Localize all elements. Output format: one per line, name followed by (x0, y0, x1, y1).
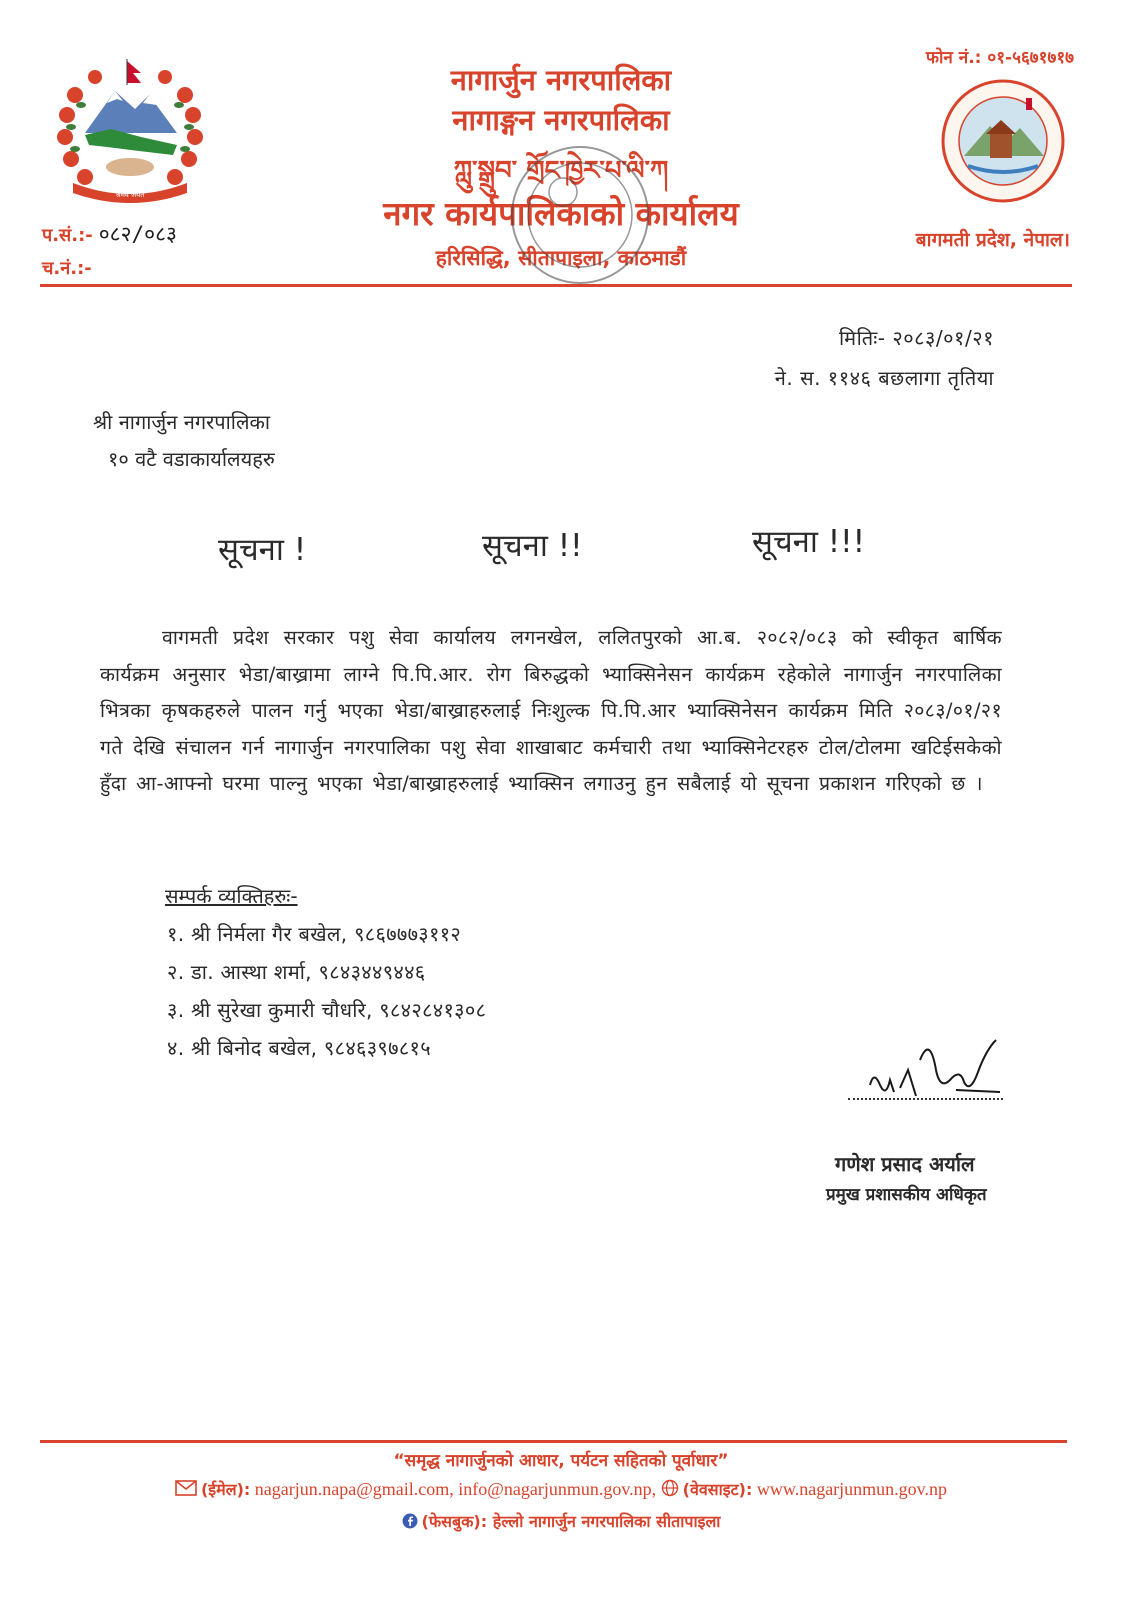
phone-number: फोन नं.: ०१-५६७१७१७ (925, 48, 1074, 68)
website-link[interactable]: www.nagarjunmun.gov.np (756, 1479, 948, 1499)
notice-body-paragraph: वागमती प्रदेश सरकार पशु सेवा कार्यालय लगनखेल, ललितपुरको आ.ब. २०८२/०८३ को स्वीकृत बार्षिक कार्यक्रम अनुसार भेडा/बाख्रामा लाग्ने पि.पि.आर. रोग बिरुद्धको भ्याक्सिनेसन कार्यक्रम रहेकोले नागार्जुन नगरपालिका भित्रका कृषकहरुले पालन गर्नु भएका भेडा/बाख्राहरुलाई निःशुल्क पि.पि.आर भ्याक्सिनेसन कार्यक्रम मिति २०८३/०१/२१ गते देखि संचालन गर्न नागार्जुन नगरपालिका पशु सेवा शाखाबाट कर्मचारी तथा भ्याक्सिनेटरहरु टोल/टोलमा खटिईसकेको हुँदा आ-आफ्नो घरमा पाल्नु भएका भेडा/बाख्राहरुलाई भ्याक्सिन लगाउनु हुन सबैलाई यो सूचना प्रकाशन गरिएको छ । (100, 626, 1002, 796)
reference-number (42, 220, 177, 248)
footer-facebook-line (0, 1510, 1122, 1533)
contacts-heading: सम्पर्क व्यक्तिहरुः- (165, 884, 298, 908)
office-name-nepali: नागार्जुन नगरपालिका (450, 63, 672, 97)
contact-item: २. डा. आस्था शर्मा, ९८४३४४९४४६ (167, 960, 426, 984)
reference-value: ०८२/०८३ (98, 222, 177, 246)
contact-item: ३. श्री सुरेखा कुमारी चौधरि, ९८४२८४१३०८ (167, 998, 487, 1022)
signature-line (848, 1098, 1003, 1100)
website-label: (वेवसाइट): (682, 1480, 753, 1499)
stamp-icon (505, 140, 655, 290)
facebook-label: (फेसबुक): (421, 1512, 488, 1531)
footer-contact-line (0, 1478, 1122, 1502)
province-name: बागमती प्रदेश, नेपाल। (915, 229, 1070, 251)
reference-label: प.सं.:- (42, 225, 93, 246)
signature-icon (860, 1030, 1010, 1105)
facebook-icon (402, 1513, 418, 1533)
emblem-banner-text: श्रमेव जयते (115, 191, 145, 199)
date-nepal-sambat: ने. स. ११४६ बछलागा तृतिया (774, 366, 994, 390)
footer-slogan: “समृद्ध नागार्जुनको आधार, पर्यटन सहितको पूर्वाधार” (393, 1451, 729, 1471)
office-name-newari: नागाङ्गन नगरपालिका (452, 103, 670, 137)
signatory-name: गणेश प्रसाद अर्याल (835, 1152, 975, 1176)
facebook-page[interactable]: हेल्लो नागार्जुन नगरपालिका सीतापाइला (492, 1512, 721, 1531)
mail-icon (175, 1480, 197, 1501)
notice-heading-1: सूचना ! (218, 532, 307, 568)
footer-divider (40, 1440, 1067, 1443)
globe-icon (661, 1479, 679, 1502)
header-divider (40, 284, 1072, 287)
municipality-seal-icon (940, 78, 1066, 204)
notice-heading-2: सूचना !! (482, 528, 583, 564)
nepal-emblem-icon (45, 55, 215, 205)
addressee-line-1: श्री नागार्जुन नगरपालिका (93, 410, 271, 434)
email-addresses[interactable]: nagarjun.napa@gmail.com, info@nagarjunmun.gov.np, (254, 1479, 657, 1499)
date-bs: मितिः- २०८३/०१/२१ (838, 326, 994, 350)
email-label: (ईमेल): (200, 1480, 251, 1499)
contact-item: १. श्री निर्मला गैर बखेल, ९८६७७७३११२ (167, 922, 462, 946)
signatory-title: प्रमुख प्रशासकीय अधिकृत (826, 1185, 987, 1205)
notice-heading-3: सूचना !!! (752, 524, 866, 560)
contact-item: ४. श्री बिनोद बखेल, ९८४६३९७८१५ (167, 1036, 431, 1060)
addressee-line-2: १० वटै वडाकार्यालयहरु (108, 447, 275, 471)
office-title: नगर कार्यपालिकाको कार्यालय (383, 194, 739, 233)
dispatch-number-label: च.नं.:- (42, 258, 92, 279)
office-address: हरिसिद्धि, सीतापाइला, काठमाडौं (435, 246, 687, 270)
office-name-tibetan: ཀླུ་སྒྲུབ་ གྲོང་ཁྱེར་པ་ལི་ཀ (453, 156, 669, 186)
